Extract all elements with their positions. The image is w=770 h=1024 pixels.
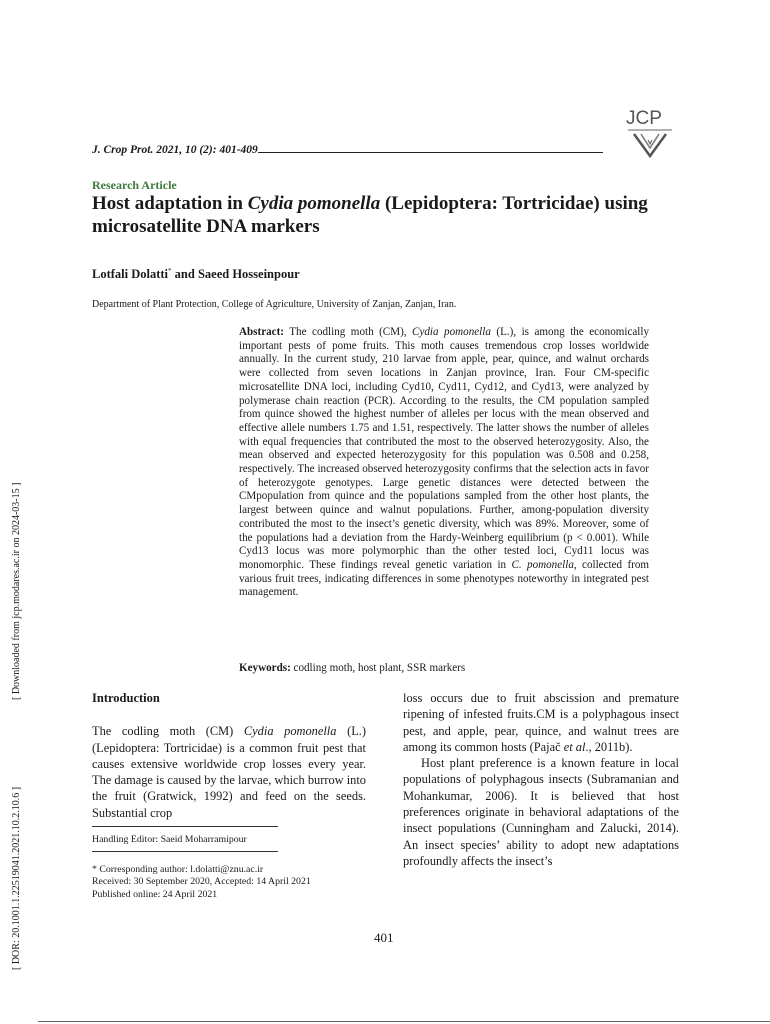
affiliation: Department of Plant Protection, College of Agriculture, University of Zanjan, Zanjan, Iran. bbox=[92, 299, 457, 310]
intro-right-column bbox=[403, 690, 679, 869]
article-type: Research Article bbox=[92, 178, 177, 192]
intro-paragraph-1: The codling moth (CM) Cydia pomonella (L.) (Lepidoptera: Tortricidae) is a common fruit pest that causes extensive worldwide crop losses every year. The damage is caused by the larvae, which burrow into the fruit (Gratwick, 1992) and feed on the seeds. Substantial crop bbox=[92, 724, 366, 820]
page-number: 401 bbox=[374, 930, 394, 945]
journal-citation: J. Crop Prot. 2021, 10 (2): 401-409 bbox=[92, 143, 603, 156]
intro-left-column bbox=[92, 690, 366, 821]
intro-paragraph-2: Host plant preference is a known feature in local populations of polyphagous insects (Subramanian and Mohankumar, 2006). It is believed that host preferences originate in behavioral adaptations of the insect populations (Cunningham and Zalucki, 2014). An insect species’ ability to adopt new adaptations profoundly affects the insect’s bbox=[403, 756, 679, 868]
authors: Lotfali Dolatti* and Saeed Hosseinpour bbox=[92, 267, 300, 282]
article-title: Host adaptation in Cydia pomonella (Lepidoptera: Tortricidae) using microsatellite DNA markers bbox=[92, 193, 648, 237]
abstract: Abstract: The codling moth (CM), Cydia pomonella (L.), is among the economically important pests of pome fruits. This moth causes tremendous crop losses worldwide annually. In the current study, 210 larvae from apple, pear, quince, and walnut orchards were collected from seven locations in Zanjan province, Iran. Four CM-specific microsatellite DNA loci, including Cyd10, Cyd11, Cyd12, and Cyd13, were analyzed by polymerase chain reaction (PCR). According to the results, the CM population sampled from quince showed the highest number of alleles per locus with the mean observed and effective allele numbers 1.75 and 1.51, respectively. The latter shows the number of alleles with equal frequencies that contributed the most to the observed heterozygosity. Also, the mean observed and expected heterozygosity for this population was 0.508 and 0.258, respectively. The increased observed heterozygosity confirms that the selection acts in favor of heterozygote genotypes. Large genetic distances were detected between the CMpopulation from quince and the populations sampled from the other host plants, the largest between quince and walnut populations. Further, among-population diversity contributed the most to the insect’s genetic diversity, which was 89%. Moreover, some of the populations had a deviation from the Hardy-Weinberg equilibrium (p < 0.001). While Cyd13 locus was more polymorphic than the other tested loci, Cyd11 locus was monomorphic. These findings reveal genetic variation in C. pomonella, collected from various fruit trees, indicating differences in some phenotypes noteworthy in integrated pest management. bbox=[239, 326, 650, 599]
handling-editor: Handling Editor: Saeid Moharramipour bbox=[92, 834, 247, 845]
keywords: Keywords: codling moth, host plant, SSR markers bbox=[239, 662, 466, 674]
received-accepted: Received: 30 September 2020, Accepted: 14 April 2021 bbox=[92, 876, 311, 887]
intro-heading: Introduction bbox=[92, 691, 160, 705]
bottom-rule bbox=[38, 1021, 770, 1022]
footnotes bbox=[92, 826, 372, 901]
header-rule bbox=[258, 143, 603, 153]
published-online: Published online: 24 April 2021 bbox=[92, 888, 218, 900]
keywords-label: Keywords: bbox=[239, 662, 291, 674]
intro-paragraph-1-cont: loss occurs due to fruit abscission and premature ripening of infested fruits.CM is a polyphagous insect pest, and apple, pear, quince, and walnut trees are among its common hosts (Pajač et al., 2011b). bbox=[403, 691, 679, 754]
journal-logo bbox=[624, 104, 676, 160]
logo-text: JCP bbox=[626, 108, 662, 129]
corresponding-author: * Corresponding author: l.dolatti@znu.ac.ir bbox=[92, 863, 264, 875]
abstract-label: Abstract: bbox=[239, 326, 284, 338]
footnote-rule bbox=[92, 826, 278, 827]
footnote-rule bbox=[92, 851, 278, 852]
